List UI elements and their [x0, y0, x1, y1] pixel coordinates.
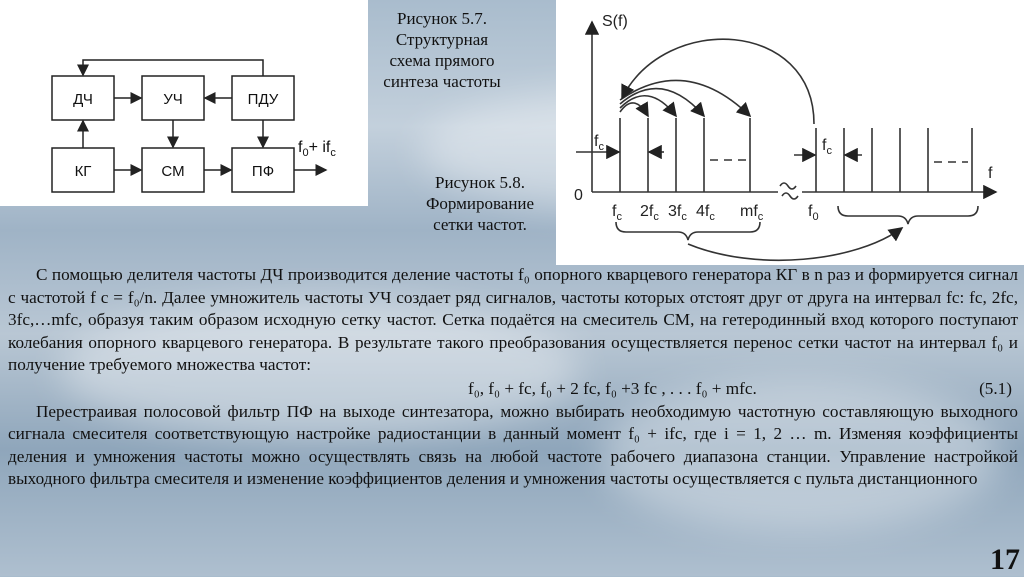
formula-5-1: f₀, f₀ + fc, f₀ + 2 fc, f₀ +3 fc , . . . f₀ + mfc. — [468, 378, 757, 398]
tick-label: $f_0$ — [808, 203, 819, 223]
fc-interval-label: $f_c$ — [822, 137, 832, 157]
block-sm-label: СМ — [161, 163, 185, 180]
equation-number: (5.1) — [979, 378, 1012, 398]
caption-line: Рисунок 5.7. — [397, 9, 487, 28]
tick-label: $4f_c$ — [696, 203, 715, 223]
paragraph: С помощью делителя частоты ДЧ производится деление частоты f₀ опорного кварцевого генератора КГ в n раз и формируется сигнал с частотой f c = f₀/n. Далее умножитель частоты УЧ создает ряд сигналов, частоты которых отстоят друг от друга на интервал fc: fc, 2fc, 3fc,…mfc, образуя таким образом исходную сетку частот. Сетка подаётся на смеситель СМ, на гетеродинный вход которого поступают колебания опорного кварцевого генератора. В результате такого преобразования осуществляется перенос сетки частот на интервал f₀ и получение требуемого множества частот: — [8, 265, 1018, 374]
formula-row — [8, 377, 1018, 401]
tick-label: $f_c$ — [612, 203, 622, 223]
fc-interval-label: $f_c$ — [594, 133, 604, 153]
caption-line: синтеза частоты — [383, 72, 501, 91]
caption-line: сетки частот. — [433, 215, 527, 234]
tick-label: $3f_c$ — [668, 203, 687, 223]
output-label: $f_0+ if_c$ — [298, 139, 336, 159]
block-diagram-panel — [0, 0, 368, 206]
body-text — [8, 264, 1018, 491]
paragraph: Перестраивая полосовой фильтр ПФ на выходе синтезатора, можно выбирать необходимую частотную составляющую выходного сигнала смесителя соответствующую настройке радиостанции в данный момент f₀ + ifc, где i = 1, 2 … m. Изменяя коэффициенты деления и умножения частоты можно осуществлять связь на любой частоте рабочего диапазона станции. Управление настройкой выходного фильтра смесителя и изменение коэффициентов деления и умножения частоты осуществляется с пульта дистанционного — [8, 401, 1018, 488]
block-pf-label: ПФ — [251, 163, 275, 180]
y-axis-label: S(f) — [602, 13, 628, 30]
block-diagram — [0, 0, 368, 206]
figure-5-8-caption — [405, 172, 555, 235]
spectrum-diagram-panel — [556, 0, 1024, 265]
figure-5-7-caption — [366, 8, 518, 92]
block-pdu-label: ПДУ — [247, 91, 279, 108]
spectrum-diagram — [556, 0, 1024, 265]
caption-line: схема прямого — [389, 51, 495, 70]
tick-label: $2f_c$ — [640, 203, 659, 223]
block-kg-label: КГ — [74, 163, 92, 180]
block-dch-label: ДЧ — [73, 91, 93, 108]
caption-line: Формирование — [425, 194, 535, 213]
x-axis-label: f — [988, 165, 993, 182]
caption-line: Структурная — [395, 30, 489, 49]
tick-label: $mf_c$ — [740, 203, 764, 223]
page-number: 17 — [990, 543, 1020, 576]
caption-line: Рисунок 5.8. — [435, 173, 525, 192]
block-uch-label: УЧ — [163, 91, 183, 108]
origin-label: 0 — [574, 187, 583, 204]
